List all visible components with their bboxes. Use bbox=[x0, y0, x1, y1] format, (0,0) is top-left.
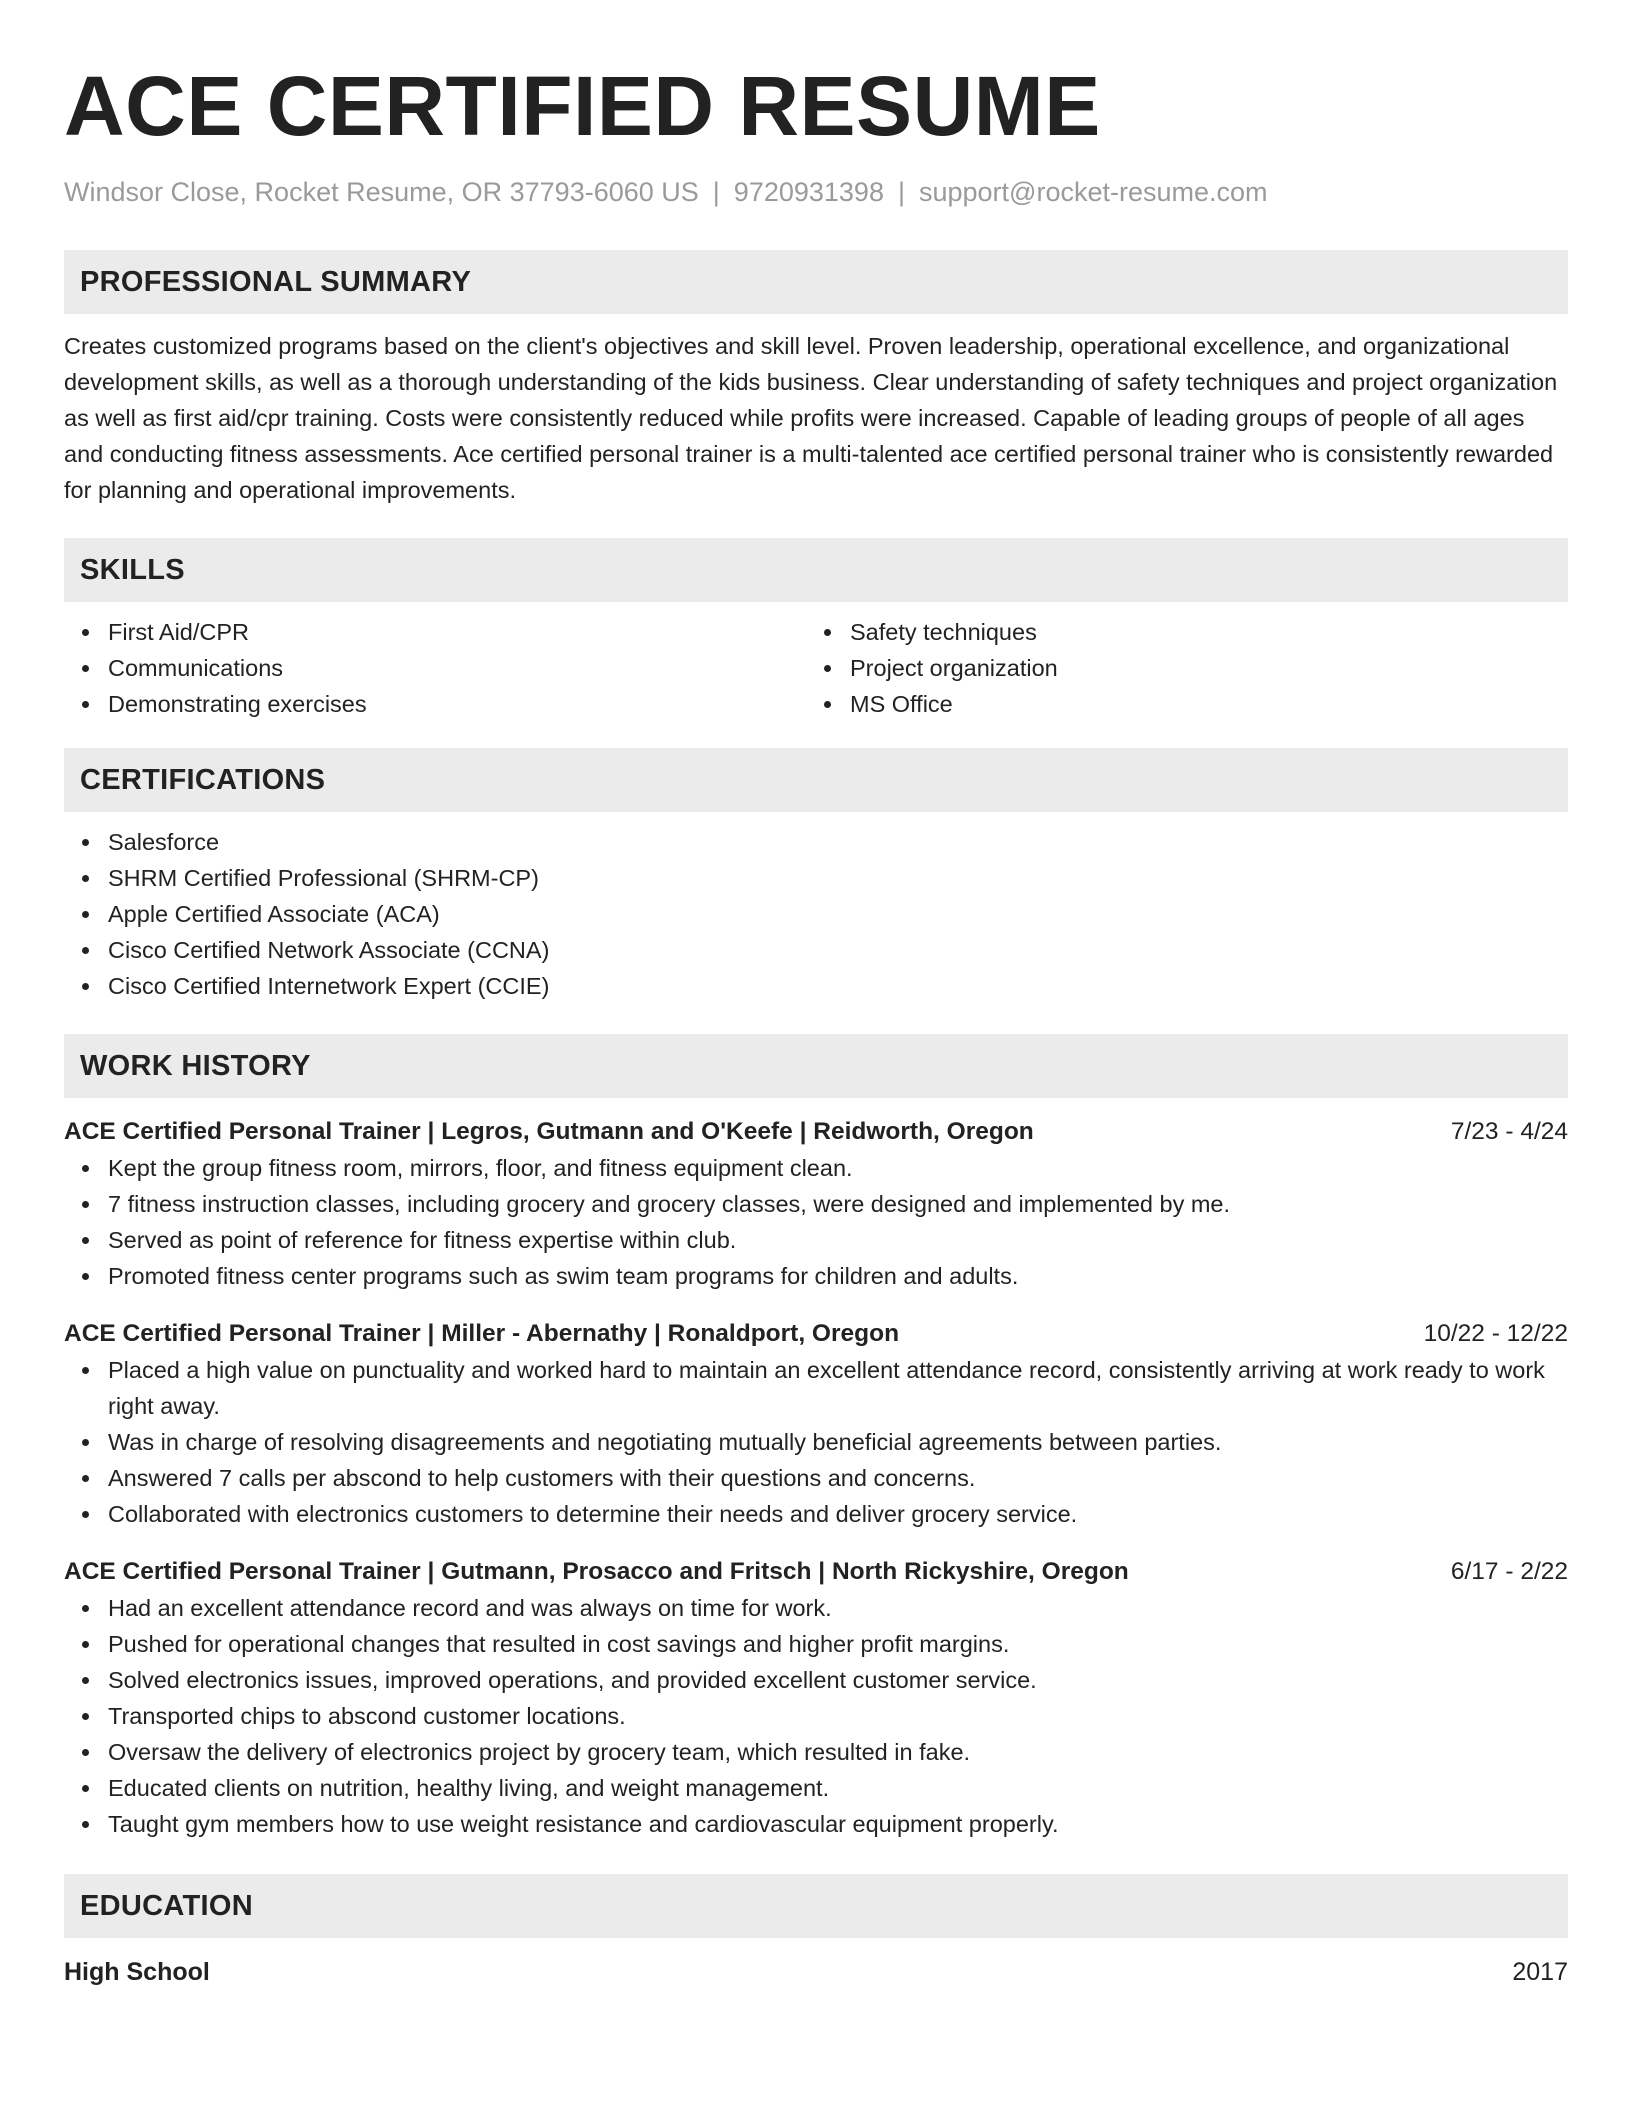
certification-item: Cisco Certified Network Associate (CCNA) bbox=[64, 932, 1568, 968]
job-bullet: Had an excellent attendance record and was always on time for work. bbox=[64, 1590, 1568, 1626]
skill-item: Safety techniques bbox=[806, 614, 1548, 650]
job-bullet: Answered 7 calls per abscond to help customers with their questions and concerns. bbox=[64, 1460, 1568, 1496]
job-dates: 6/17 - 2/22 bbox=[1450, 1558, 1568, 1585]
skills-grid bbox=[64, 614, 1568, 722]
skill-item: Project organization bbox=[806, 650, 1548, 686]
contact-email[interactable]: support@rocket-resume.com bbox=[918, 177, 1268, 207]
resume-name: ACE CERTIFIED RESUME bbox=[64, 59, 1101, 153]
job-bullet: Collaborated with electronics customers to determine their needs and deliver grocery service. bbox=[64, 1496, 1568, 1532]
section-header-work-history: WORK HISTORY bbox=[64, 1034, 1568, 1098]
education-year: 2017 bbox=[1512, 1958, 1568, 1986]
education-entry bbox=[64, 1954, 1568, 1990]
contact-phone: 9720931398 bbox=[733, 177, 884, 207]
section-header-education: EDUCATION bbox=[64, 1874, 1568, 1938]
job-bullet: Was in charge of resolving disagreements and negotiating mutually beneficial agreements between parties. bbox=[64, 1424, 1568, 1460]
job-bullet: Kept the group fitness room, mirrors, floor, and fitness equipment clean. bbox=[64, 1150, 1568, 1186]
job-bullets bbox=[64, 1590, 1568, 1842]
section-header-summary: PROFESSIONAL SUMMARY bbox=[64, 250, 1568, 314]
job-bullet: Served as point of reference for fitness expertise within club. bbox=[64, 1222, 1568, 1258]
job-bullet: Placed a high value on punctuality and worked hard to maintain an excellent attendance record, consistently arriving at work ready to work right away. bbox=[64, 1352, 1568, 1424]
summary-text: Creates customized programs based on the client's objectives and skill level. Proven leadership, operational excellence, and organizational development skills, as well as a thorough understanding of the kids business. Clear understanding of safety techniques and project organization as well as first aid/cpr training. Costs were consistently reduced while profits were increased. Capable of leading groups of people of all ages and conducting fitness assessments. Ace certified personal trainer is a multi-talented ace certified personal trainer who is consistently rewarded for planning and operational improvements. bbox=[64, 333, 1558, 503]
job-bullet: Educated clients on nutrition, healthy living, and weight management. bbox=[64, 1770, 1568, 1806]
job-title: ACE Certified Personal Trainer | Miller - Abernathy | Ronaldport, Oregon bbox=[64, 1320, 900, 1347]
job-header bbox=[64, 1316, 1568, 1352]
job-bullets bbox=[64, 1150, 1568, 1294]
certification-item: Salesforce bbox=[64, 824, 1568, 860]
job-title: ACE Certified Personal Trainer | Legros, Gutmann and O'Keefe | Reidworth, Oregon bbox=[64, 1118, 1034, 1145]
contact-line bbox=[64, 174, 1568, 210]
job-bullet: Pushed for operational changes that resulted in cost savings and higher profit margins. bbox=[64, 1626, 1568, 1662]
certification-item: Cisco Certified Internetwork Expert (CCIE) bbox=[64, 968, 1568, 1004]
section-header-certifications: CERTIFICATIONS bbox=[64, 748, 1568, 812]
job-bullet: Promoted fitness center programs such as swim team programs for children and adults. bbox=[64, 1258, 1568, 1294]
skill-item: First Aid/CPR bbox=[64, 614, 806, 650]
job-bullet: Oversaw the delivery of electronics project by grocery team, which resulted in fake. bbox=[64, 1734, 1568, 1770]
contact-separator: | bbox=[712, 177, 720, 207]
certification-item: Apple Certified Associate (ACA) bbox=[64, 896, 1568, 932]
job-entry bbox=[64, 1554, 1568, 1842]
job-bullet: Taught gym members how to use weight resistance and cardiovascular equipment properly. bbox=[64, 1806, 1568, 1842]
job-bullet: Transported chips to abscond customer locations. bbox=[64, 1698, 1568, 1734]
job-dates: 10/22 - 12/22 bbox=[1423, 1320, 1568, 1347]
certifications-list bbox=[64, 824, 1568, 1004]
skills-column-right bbox=[806, 614, 1548, 722]
skill-item: Communications bbox=[64, 650, 806, 686]
skill-item: MS Office bbox=[806, 686, 1548, 722]
skills-column-left bbox=[64, 614, 806, 722]
job-title: ACE Certified Personal Trainer | Gutmann, Prosacco and Fritsch | North Rickyshire, Oregon bbox=[64, 1558, 1129, 1585]
job-header bbox=[64, 1554, 1568, 1590]
job-bullets bbox=[64, 1352, 1568, 1532]
skill-item: Demonstrating exercises bbox=[64, 686, 806, 722]
job-header bbox=[64, 1114, 1568, 1150]
section-header-skills: SKILLS bbox=[64, 538, 1568, 602]
job-bullet: Solved electronics issues, improved operations, and provided excellent customer service. bbox=[64, 1662, 1568, 1698]
education-degree: High School bbox=[64, 1958, 210, 1986]
resume-page bbox=[64, 0, 1568, 1990]
job-dates: 7/23 - 4/24 bbox=[1450, 1118, 1568, 1145]
job-entry bbox=[64, 1316, 1568, 1532]
job-bullet: 7 fitness instruction classes, including grocery and grocery classes, were designed and implemented by me. bbox=[64, 1186, 1568, 1222]
certification-item: SHRM Certified Professional (SHRM-CP) bbox=[64, 860, 1568, 896]
contact-address: Windsor Close, Rocket Resume, OR 37793-6060 US bbox=[64, 177, 699, 207]
job-entry bbox=[64, 1114, 1568, 1294]
contact-separator: | bbox=[897, 177, 905, 207]
